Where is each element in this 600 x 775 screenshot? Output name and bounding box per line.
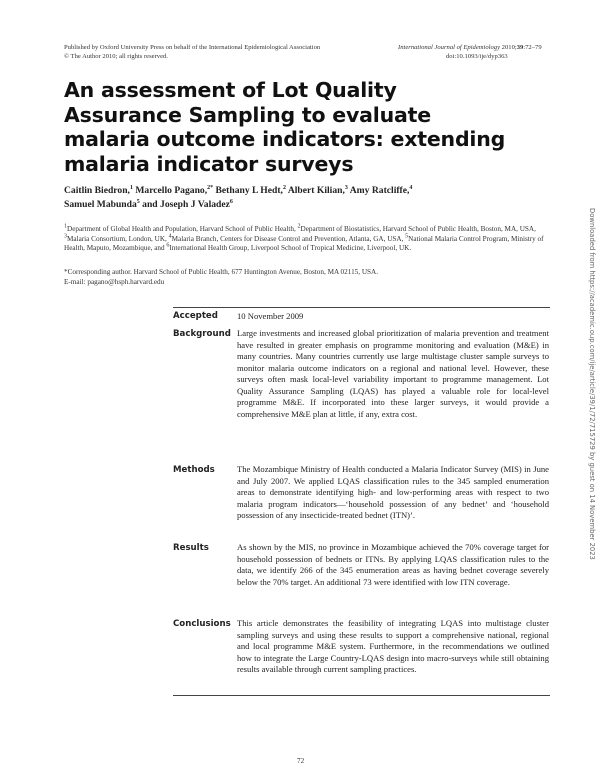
copyright-line: © The Author 2010; all rights reserved. <box>64 53 168 60</box>
doi: doi:10.1093/ije/dyp363 <box>446 53 508 60</box>
affiliation: Malaria Branch, Centers for Disease Control and Prevention, Atlanta, GA, USA, <box>171 234 406 243</box>
conclusions-label: Conclusions <box>173 619 231 629</box>
conclusions-text: This article demonstrates the feasibility of integrating LQAS into multistage cluster sampling surveys and using these results to support a comprehensive national, regional and local programme M&E system. Furthermore, in the recommendations we outlined how to integrate the Large Country-LQAS design into macro-surveys while still obtaining results available through current sampling practices. <box>237 618 549 675</box>
accepted-date: 10 November 2009 <box>237 311 304 321</box>
author: Bethany L Hedt,$^2$ <box>215 184 286 196</box>
abstract-bottom-rule <box>173 695 550 696</box>
author: Samuel Mabunda$^5$ and <box>64 198 161 210</box>
author-list <box>64 184 544 211</box>
background-text: Large investments and increased global prioritization of malaria prevention and treatment have resulted in greater emphasis on programme monitoring and evaluation (M&E) in many countries. Many countries currently use large multistage cluster sample surveys to monitor malaria outcome indicators on a regional and national level. However, these surveys often mask local-level variability important to programme management. Lot Quality Assurance Sampling (LQAS) has played a valuable role for local-level programme M&E. If incorporated into these larger surveys, it would provide a comprehensive M&E plan at little, if any, extra cost. <box>237 328 549 419</box>
author: Caitlin Biedron,$^1$ <box>64 184 133 196</box>
background-label: Background <box>173 329 231 339</box>
author: Marcello Pagano,$^{2*}$ <box>135 184 214 196</box>
abstract-top-rule <box>173 307 550 308</box>
affiliations: $^1$Department of Global Health and Population, Harvard School of Public Health, $^2$Department of Biostatistics, Harvard School of Public Health, Boston, MA, USA, $^3$Malaria Consortium, London, UK, $^4$Malaria Branch, Centers for Disease Control and Prevention, Atlanta, GA, USA, $^5$National Malaria Control Program, Ministry of Health, Maputo, Mozambique, and $^6$International Health Group, Liverpool School of Tropical Medicine, Liverpool, UK. <box>64 223 544 253</box>
author: Joseph J Valadez$^6$ <box>160 198 233 210</box>
corresponding-author <box>64 268 550 287</box>
citation-volume: 39 <box>516 44 524 51</box>
download-watermark: Downloaded from https://academic.oup.com/ije/article/39/1/72/715729 by guest on 14 November 2023 <box>588 208 596 560</box>
accepted-label: Accepted <box>173 311 218 321</box>
affiliation: Department of Biostatistics, Harvard School of Public Health, Boston, MA, USA, <box>300 225 536 233</box>
running-header-left <box>64 43 320 61</box>
corresponding-address: *Corresponding author. Harvard School of Public Health, 677 Huntington Avenue, Boston, MA 02115, USA. <box>64 268 379 276</box>
journal-name: International Journal of Epidemiology <box>398 44 501 51</box>
author: Amy Ratcliffe,$^4$ <box>349 184 413 196</box>
results-label: Results <box>173 543 209 553</box>
affiliation: Malaria Consortium, London, UK, <box>67 234 169 243</box>
methods-label: Methods <box>173 465 215 475</box>
corresponding-email: E-mail: pagano@hsph.harvard.edu <box>64 277 165 286</box>
affiliation: National Malaria Control Program, Ministry of Health, Maputo, Mozambique, and <box>64 234 544 253</box>
page-number: 72 <box>297 757 305 765</box>
publisher-line: Published by Oxford University Press on behalf of the International Epidemiological Association <box>64 44 321 51</box>
affiliation: Department of Global Health and Population, Harvard School of Public Health, <box>67 225 298 233</box>
affiliation: International Health Group, Liverpool School of Tropical Medicine, Liverpool, UK. <box>169 244 412 253</box>
journal-citation <box>398 43 542 52</box>
running-header-right <box>398 43 542 61</box>
methods-text: The Mozambique Ministry of Health conducted a Malaria Indicator Survey (MIS) in June and July 2007. We applied LQAS classification rules to the 345 sampled enumeration areas to demonstrate identifying high- and low-performing areas with respect to two malaria program indicators—‘household possession of any bednet’ and ‘household possession of any insecticide-treated bednet (ITN)’. <box>237 464 549 521</box>
results-text: As shown by the MIS, no province in Mozambique achieved the 70% coverage target for household possession of bednets or ITNs. By applying LQAS classification rules to the data, we identify 266 of the 345 enumeration areas as having bednet coverage severely below the 70% target. An additional 73 were identified with low ITN coverage. <box>237 542 549 587</box>
article-title: An assessment of Lot Quality Assurance Sampling to evaluate malaria outcome indicators: extending malaria indicator surveys <box>64 78 506 176</box>
citation-pages: :72–79 <box>523 44 542 51</box>
citation-year: 2010; <box>501 44 517 51</box>
author: Albert Kilian,$^3$ <box>287 184 348 196</box>
